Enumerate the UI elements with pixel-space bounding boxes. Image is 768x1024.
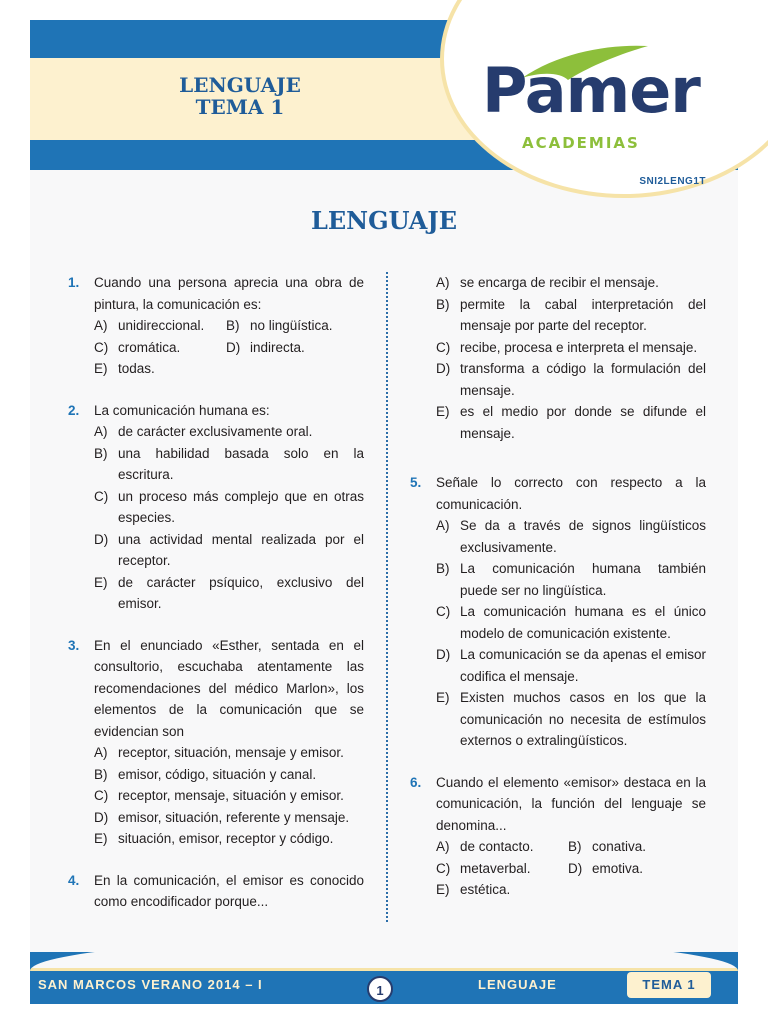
question-1 — [68, 272, 364, 380]
question-6 — [410, 772, 706, 901]
option-text: una habilidad basada solo en la escritura. — [118, 445, 364, 482]
pamer-logo — [482, 54, 700, 152]
question-number: 3. — [68, 637, 80, 653]
option-letter: D) — [94, 531, 109, 547]
option-letter: C) — [436, 860, 451, 876]
option-letter: A) — [436, 839, 450, 854]
option-text: Se da a través de signos lingüísticos exclusivamente. — [460, 518, 706, 555]
answer-option — [68, 572, 364, 615]
question-head — [68, 272, 364, 315]
answer-option — [410, 401, 706, 444]
option-text: se encarga de recibir el mensaje. — [460, 275, 659, 290]
question-head — [410, 472, 706, 515]
answer-option — [436, 858, 568, 880]
option-text: emisor, situación, referente y mensaje. — [118, 809, 350, 825]
answer-option — [68, 443, 364, 486]
option-letter: E) — [436, 882, 450, 897]
option-text: receptor, mensaje, situación y emisor. — [118, 788, 344, 803]
page-title: LENGUAJE — [310, 206, 458, 235]
left-column — [68, 272, 364, 933]
option-text: unidireccional. — [118, 318, 205, 333]
question-3 — [68, 635, 364, 850]
question-number: 5. — [410, 475, 422, 490]
question-text: En el enunciado «Esther, sentada en el consultorio, escuchaba atentamente las recomendaciones del médico Marlon», los elementos de la comunicación que se evidencian son — [94, 637, 364, 739]
answer-option-row — [68, 358, 364, 380]
option-text: La comunicación humana es el único modelo de comunicación existente. — [460, 604, 706, 641]
option-text: no lingüística. — [250, 318, 333, 333]
answer-option — [568, 858, 700, 880]
option-letter: C) — [94, 488, 109, 504]
question-4 — [410, 272, 706, 444]
option-letter: D) — [226, 339, 241, 355]
footer-subject: LENGUAJE — [478, 977, 557, 992]
option-letter: E) — [94, 831, 108, 846]
answer-option-row — [410, 858, 706, 880]
option-text: conativa. — [592, 839, 647, 854]
option-letter: E) — [94, 574, 108, 590]
header-topic: TEMA 1 — [195, 95, 285, 119]
option-letter: A) — [94, 318, 108, 333]
answer-option — [410, 337, 706, 359]
option-letter: E) — [436, 404, 450, 419]
answer-option — [410, 687, 706, 752]
option-text: receptor, situación, mensaje y emisor. — [118, 745, 344, 760]
answer-option — [436, 879, 568, 901]
column-divider — [386, 272, 388, 922]
question-text: La comunicación humana es: — [94, 402, 270, 418]
option-text: Existen muchos casos en los que la comunicación no necesita de estímulos externos o extralingüísticos. — [460, 690, 706, 748]
answer-option — [410, 515, 706, 558]
header-title — [140, 74, 340, 118]
answer-option — [68, 828, 364, 850]
option-text: indirecta. — [250, 339, 305, 355]
answer-option-row — [68, 315, 364, 337]
option-text: metaverbal. — [460, 860, 531, 876]
option-text: emisor, código, situación y canal. — [118, 766, 317, 782]
question-4 — [68, 870, 364, 913]
document-code: SNI2LENG1T — [639, 176, 706, 187]
option-letter: E) — [436, 690, 450, 705]
question-text: Cuando una persona aprecia una obra de pintura, la comunicación es: — [94, 275, 364, 312]
option-letter: A) — [94, 745, 108, 760]
question-5 — [410, 472, 706, 752]
answer-option — [68, 421, 364, 443]
answer-option — [410, 272, 706, 294]
option-letter: D) — [436, 647, 451, 662]
answer-option — [410, 644, 706, 687]
option-text: una actividad mental realizada por el receptor. — [118, 531, 364, 568]
answer-option — [436, 836, 568, 858]
option-text: es el medio por donde se difunde el mensaje. — [460, 404, 706, 441]
option-letter: C) — [436, 339, 451, 355]
option-letter: A) — [436, 275, 450, 290]
option-text: de carácter psíquico, exclusivo del emisor. — [118, 574, 364, 611]
answer-option — [410, 601, 706, 644]
option-text: de carácter exclusivamente oral. — [118, 424, 313, 439]
header-subject: LENGUAJE — [179, 73, 301, 97]
option-text: transforma a código la formulación del mensaje. — [460, 361, 706, 398]
option-text: recibe, procesa e interpreta el mensaje. — [460, 339, 698, 355]
answer-option — [68, 529, 364, 572]
question-text: En la comunicación, el emisor es conocido como encodificador porque... — [94, 872, 364, 909]
option-letter: C) — [94, 788, 109, 803]
answer-option — [68, 807, 364, 829]
answer-option-row — [68, 337, 364, 359]
option-letter: B) — [568, 839, 582, 854]
question-text: Cuando el elemento «emisor» destaca en la comunicación, la función del lenguaje se denomina... — [436, 774, 706, 833]
option-letter: D) — [568, 860, 583, 876]
option-letter: D) — [94, 809, 109, 825]
answer-option — [410, 358, 706, 401]
question-head — [68, 635, 364, 743]
option-letter: A) — [436, 518, 450, 533]
answer-option-row — [410, 879, 706, 901]
footer-topic-tag: TEMA 1 — [627, 972, 711, 998]
logo-name: Pamer — [482, 54, 700, 127]
answer-option — [94, 358, 226, 380]
question-head — [68, 400, 364, 422]
option-text: emotiva. — [592, 860, 644, 876]
answer-option — [568, 836, 700, 858]
option-text: cromática. — [118, 339, 181, 355]
option-text: situación, emisor, receptor y código. — [118, 831, 334, 846]
page-number: 1 — [367, 976, 393, 1002]
option-letter: C) — [436, 604, 451, 619]
option-text: de contacto. — [460, 839, 534, 854]
answer-option — [94, 315, 226, 337]
option-letter: D) — [436, 361, 451, 376]
answer-option — [68, 764, 364, 786]
option-letter: E) — [94, 361, 108, 376]
option-letter: B) — [94, 445, 108, 461]
option-letter: B) — [436, 561, 450, 576]
answer-option — [226, 315, 358, 337]
option-text: permite la cabal interpretación del mensaje por parte del receptor. — [460, 296, 706, 333]
option-text: un proceso más complejo que en otras especies. — [118, 488, 364, 525]
option-letter: B) — [226, 318, 240, 333]
option-text: La comunicación se da apenas el emisor codifica el mensaje. — [460, 647, 706, 684]
question-2 — [68, 400, 364, 615]
answer-option — [68, 486, 364, 529]
answer-option — [68, 742, 364, 764]
answer-option — [68, 785, 364, 807]
answer-option-row — [410, 836, 706, 858]
question-text: Señale lo correcto con respecto a la comunicación. — [436, 475, 706, 512]
answer-option — [410, 294, 706, 337]
logo-sub: ACADEMIAS — [522, 134, 640, 152]
question-head — [68, 870, 364, 913]
question-number: 2. — [68, 402, 80, 418]
question-number: 1. — [68, 275, 80, 290]
option-letter: B) — [436, 296, 450, 312]
answer-option — [410, 558, 706, 601]
answer-option — [226, 337, 358, 359]
option-text: La comunicación humana también puede ser no lingüística. — [460, 561, 706, 598]
question-number: 4. — [68, 872, 80, 888]
answer-option — [94, 337, 226, 359]
option-text: estética. — [460, 882, 511, 897]
question-number: 6. — [410, 774, 422, 790]
option-letter: C) — [94, 339, 109, 355]
footer-course: SAN MARCOS VERANO 2014 – I — [38, 977, 263, 992]
right-column — [410, 272, 706, 921]
option-text: todas. — [118, 361, 155, 376]
question-head — [410, 772, 706, 837]
option-letter: B) — [94, 766, 108, 782]
option-letter: A) — [94, 424, 108, 439]
